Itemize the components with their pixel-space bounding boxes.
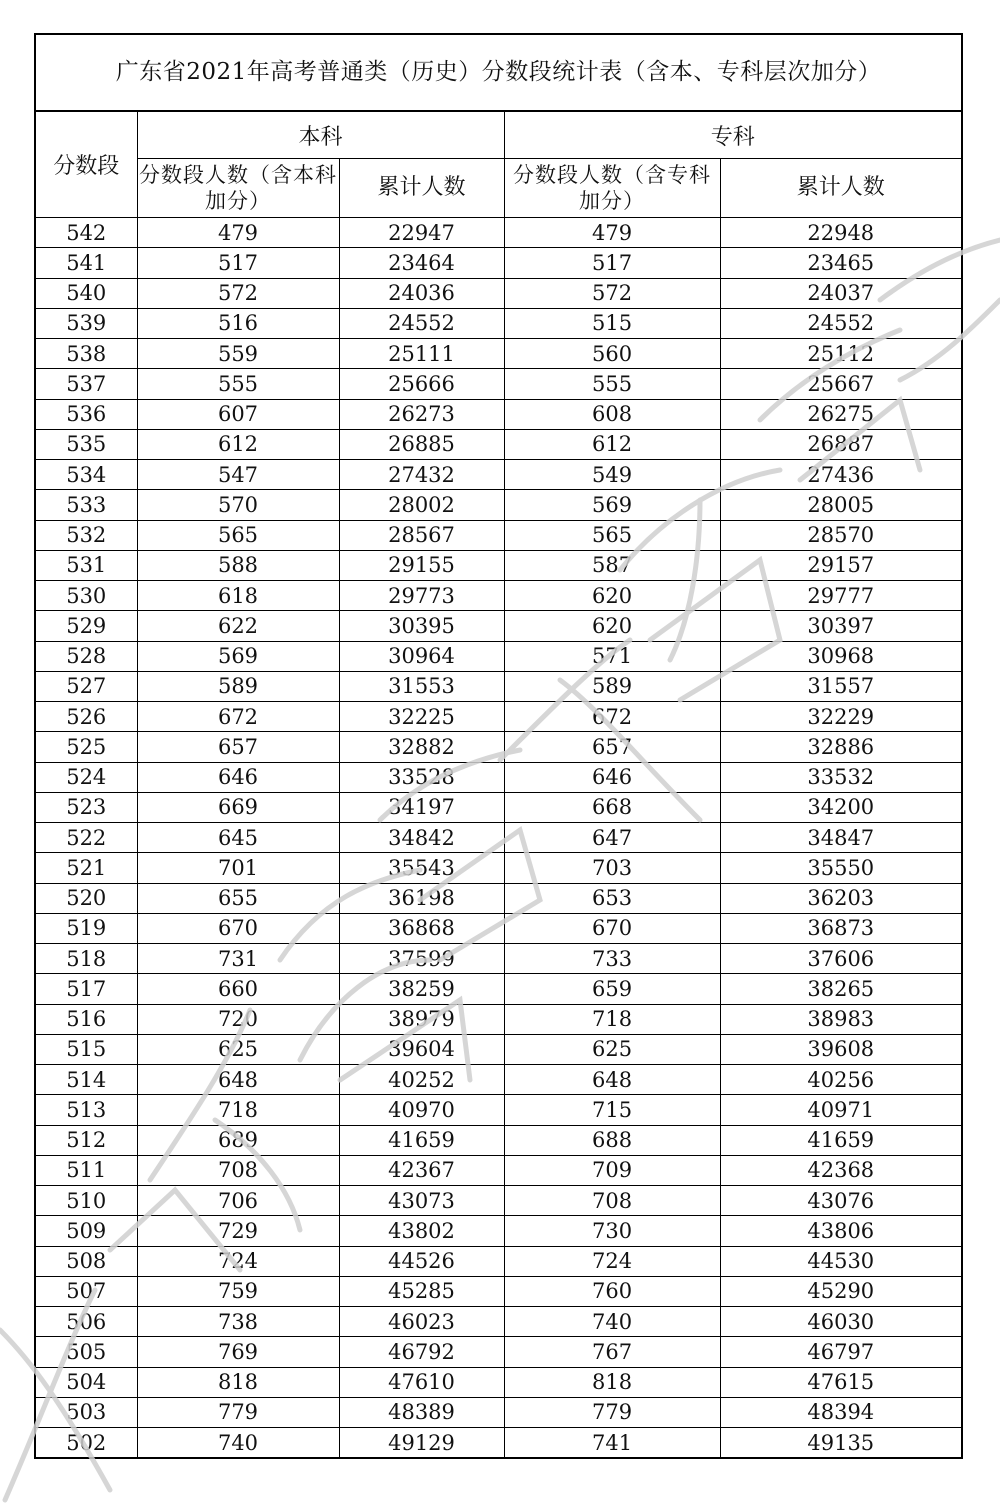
junior-cumulative-cell: 45290 [720, 1276, 961, 1306]
undergrad-count-cell: 547 [137, 460, 339, 490]
junior-count-cell: 479 [504, 218, 720, 248]
undergrad-cumulative-cell: 40970 [339, 1095, 504, 1125]
junior-cumulative-cell: 47615 [720, 1367, 961, 1397]
score-cell: 538 [36, 339, 137, 369]
undergrad-count-cell: 655 [137, 883, 339, 913]
junior-cumulative-cell: 49135 [720, 1428, 961, 1458]
junior-count-cell: 587 [504, 550, 720, 580]
junior-cumulative-cell: 25112 [720, 339, 961, 369]
table-row [36, 308, 961, 338]
junior-count-cell: 703 [504, 853, 720, 883]
junior-cumulative-cell: 42368 [720, 1155, 961, 1185]
undergrad-cumulative-cell: 32225 [339, 702, 504, 732]
junior-cumulative-cell: 43806 [720, 1216, 961, 1246]
junior-cumulative-cell: 23465 [720, 248, 961, 278]
junior-cumulative-cell: 22948 [720, 218, 961, 248]
undergrad-count-cell: 708 [137, 1155, 339, 1185]
undergrad-count-cell: 572 [137, 278, 339, 308]
undergrad-cumulative-cell: 36198 [339, 883, 504, 913]
undergrad-count-cell: 759 [137, 1276, 339, 1306]
table-row [36, 581, 961, 611]
junior-cumulative-cell: 43076 [720, 1186, 961, 1216]
undergrad-cumulative-cell: 45285 [339, 1276, 504, 1306]
score-cell: 537 [36, 369, 137, 399]
score-cell: 527 [36, 671, 137, 701]
junior-cumulative-cell: 36203 [720, 883, 961, 913]
score-cell: 531 [36, 550, 137, 580]
junior-cumulative-cell: 32229 [720, 702, 961, 732]
undergrad-count-cell: 646 [137, 762, 339, 792]
undergrad-count-cell: 588 [137, 550, 339, 580]
undergrad-cumulative-cell: 31553 [339, 671, 504, 701]
junior-count-cell: 730 [504, 1216, 720, 1246]
undergrad-count-cell: 618 [137, 581, 339, 611]
table-row [36, 1367, 961, 1397]
junior-cumulative-cell: 25667 [720, 369, 961, 399]
score-cell: 529 [36, 611, 137, 641]
undergrad-count-cell: 724 [137, 1246, 339, 1276]
junior-cumulative-cell: 34200 [720, 792, 961, 822]
undergrad-cumulative-cell: 42367 [339, 1155, 504, 1185]
score-cell: 506 [36, 1307, 137, 1337]
table-row [36, 1216, 961, 1246]
score-cell: 530 [36, 581, 137, 611]
header-score-band: 分数段 [36, 112, 137, 218]
undergrad-count-cell: 731 [137, 944, 339, 974]
table-row [36, 974, 961, 1004]
score-cell: 534 [36, 460, 137, 490]
undergrad-count-cell: 625 [137, 1034, 339, 1064]
undergrad-cumulative-cell: 47610 [339, 1367, 504, 1397]
score-cell: 542 [36, 218, 137, 248]
score-cell: 532 [36, 520, 137, 550]
junior-count-cell: 572 [504, 278, 720, 308]
undergrad-cumulative-cell: 36868 [339, 913, 504, 943]
undergrad-cumulative-cell: 46792 [339, 1337, 504, 1367]
undergrad-count-cell: 648 [137, 1065, 339, 1095]
junior-cumulative-cell: 36873 [720, 913, 961, 943]
undergrad-count-cell: 645 [137, 823, 339, 853]
undergrad-count-cell: 479 [137, 218, 339, 248]
undergrad-count-cell: 612 [137, 429, 339, 459]
table-row [36, 823, 961, 853]
undergrad-cumulative-cell: 44526 [339, 1246, 504, 1276]
junior-count-cell: 715 [504, 1095, 720, 1125]
score-cell: 508 [36, 1246, 137, 1276]
score-cell: 526 [36, 702, 137, 732]
undergrad-count-cell: 657 [137, 732, 339, 762]
table-row [36, 429, 961, 459]
junior-count-cell: 659 [504, 974, 720, 1004]
junior-count-cell: 647 [504, 823, 720, 853]
junior-cumulative-cell: 26275 [720, 399, 961, 429]
undergrad-cumulative-cell: 38259 [339, 974, 504, 1004]
header-junior-cumulative: 累计人数 [720, 159, 961, 218]
junior-cumulative-cell: 38983 [720, 1004, 961, 1034]
score-cell: 509 [36, 1216, 137, 1246]
table-row [36, 248, 961, 278]
junior-count-cell: 620 [504, 581, 720, 611]
score-cell: 515 [36, 1034, 137, 1064]
junior-count-cell: 741 [504, 1428, 720, 1458]
undergrad-cumulative-cell: 29155 [339, 550, 504, 580]
undergrad-count-cell: 622 [137, 611, 339, 641]
junior-count-cell: 620 [504, 611, 720, 641]
junior-count-cell: 708 [504, 1186, 720, 1216]
undergrad-count-cell: 701 [137, 853, 339, 883]
junior-cumulative-cell: 26887 [720, 429, 961, 459]
undergrad-cumulative-cell: 38979 [339, 1004, 504, 1034]
table-row [36, 399, 961, 429]
junior-cumulative-cell: 34847 [720, 823, 961, 853]
junior-count-cell: 515 [504, 308, 720, 338]
junior-cumulative-cell: 40971 [720, 1095, 961, 1125]
table-row [36, 218, 961, 248]
junior-count-cell: 718 [504, 1004, 720, 1034]
table-row [36, 853, 961, 883]
undergrad-cumulative-cell: 28002 [339, 490, 504, 520]
score-cell: 510 [36, 1186, 137, 1216]
score-cell: 533 [36, 490, 137, 520]
undergrad-cumulative-cell: 43802 [339, 1216, 504, 1246]
table-row [36, 702, 961, 732]
table-row [36, 1095, 961, 1125]
junior-count-cell: 767 [504, 1337, 720, 1367]
undergrad-cumulative-cell: 25111 [339, 339, 504, 369]
junior-cumulative-cell: 41659 [720, 1125, 961, 1155]
score-cell: 504 [36, 1367, 137, 1397]
score-cell: 507 [36, 1276, 137, 1306]
table-row [36, 1065, 961, 1095]
score-cell: 502 [36, 1428, 137, 1458]
table-row [36, 944, 961, 974]
junior-count-cell: 555 [504, 369, 720, 399]
junior-cumulative-cell: 24037 [720, 278, 961, 308]
undergrad-count-cell: 570 [137, 490, 339, 520]
junior-count-cell: 779 [504, 1397, 720, 1427]
junior-count-cell: 560 [504, 339, 720, 369]
junior-cumulative-cell: 44530 [720, 1246, 961, 1276]
undergrad-count-cell: 779 [137, 1397, 339, 1427]
junior-count-cell: 648 [504, 1065, 720, 1095]
junior-count-cell: 517 [504, 248, 720, 278]
undergrad-count-cell: 589 [137, 671, 339, 701]
junior-cumulative-cell: 29777 [720, 581, 961, 611]
junior-count-cell: 818 [504, 1367, 720, 1397]
undergrad-cumulative-cell: 24552 [339, 308, 504, 338]
undergrad-cumulative-cell: 35543 [339, 853, 504, 883]
score-table [36, 112, 961, 1457]
undergrad-cumulative-cell: 49129 [339, 1428, 504, 1458]
header-junior-band-count: 分数段人数（含专科加分） [504, 159, 720, 218]
undergrad-count-cell: 720 [137, 1004, 339, 1034]
junior-count-cell: 612 [504, 429, 720, 459]
junior-count-cell: 653 [504, 883, 720, 913]
undergrad-count-cell: 559 [137, 339, 339, 369]
table-row [36, 1307, 961, 1337]
undergrad-count-cell: 517 [137, 248, 339, 278]
score-cell: 523 [36, 792, 137, 822]
undergrad-cumulative-cell: 23464 [339, 248, 504, 278]
table-row [36, 1125, 961, 1155]
undergrad-cumulative-cell: 40252 [339, 1065, 504, 1095]
table-row [36, 1337, 961, 1367]
junior-cumulative-cell: 46030 [720, 1307, 961, 1337]
junior-cumulative-cell: 48394 [720, 1397, 961, 1427]
table-row [36, 1155, 961, 1185]
junior-cumulative-cell: 37606 [720, 944, 961, 974]
table-title: 广东省2021年高考普通类（历史）分数段统计表（含本、专科层次加分） [36, 35, 961, 112]
score-cell: 525 [36, 732, 137, 762]
table-row [36, 641, 961, 671]
undergrad-cumulative-cell: 37599 [339, 944, 504, 974]
undergrad-cumulative-cell: 30395 [339, 611, 504, 641]
table-row [36, 792, 961, 822]
score-cell: 540 [36, 278, 137, 308]
score-cell: 516 [36, 1004, 137, 1034]
undergrad-cumulative-cell: 24036 [339, 278, 504, 308]
junior-cumulative-cell: 40256 [720, 1065, 961, 1095]
table-row [36, 1428, 961, 1458]
junior-cumulative-cell: 33532 [720, 762, 961, 792]
undergrad-count-cell: 607 [137, 399, 339, 429]
undergrad-cumulative-cell: 33528 [339, 762, 504, 792]
junior-cumulative-cell: 28570 [720, 520, 961, 550]
undergrad-cumulative-cell: 29773 [339, 581, 504, 611]
table-row [36, 550, 961, 580]
undergrad-cumulative-cell: 48389 [339, 1397, 504, 1427]
junior-cumulative-cell: 46797 [720, 1337, 961, 1367]
junior-cumulative-cell: 30397 [720, 611, 961, 641]
score-cell: 536 [36, 399, 137, 429]
score-cell: 503 [36, 1397, 137, 1427]
undergrad-count-cell: 555 [137, 369, 339, 399]
undergrad-count-cell: 818 [137, 1367, 339, 1397]
undergrad-count-cell: 740 [137, 1428, 339, 1458]
junior-count-cell: 688 [504, 1125, 720, 1155]
undergrad-count-cell: 729 [137, 1216, 339, 1246]
junior-count-cell: 549 [504, 460, 720, 490]
table-row [36, 913, 961, 943]
junior-count-cell: 589 [504, 671, 720, 701]
undergrad-cumulative-cell: 26273 [339, 399, 504, 429]
score-cell: 521 [36, 853, 137, 883]
undergrad-count-cell: 669 [137, 792, 339, 822]
score-cell: 541 [36, 248, 137, 278]
junior-cumulative-cell: 30968 [720, 641, 961, 671]
header-undergrad-band-count: 分数段人数（含本科加分） [137, 159, 339, 218]
table-row [36, 1276, 961, 1306]
table-row [36, 520, 961, 550]
junior-count-cell: 625 [504, 1034, 720, 1064]
junior-cumulative-cell: 27436 [720, 460, 961, 490]
score-cell: 514 [36, 1065, 137, 1095]
score-cell: 513 [36, 1095, 137, 1125]
junior-cumulative-cell: 35550 [720, 853, 961, 883]
junior-count-cell: 668 [504, 792, 720, 822]
junior-count-cell: 709 [504, 1155, 720, 1185]
undergrad-count-cell: 769 [137, 1337, 339, 1367]
undergrad-cumulative-cell: 43073 [339, 1186, 504, 1216]
junior-count-cell: 657 [504, 732, 720, 762]
table-body [36, 218, 961, 1458]
table-row [36, 1246, 961, 1276]
undergrad-cumulative-cell: 34842 [339, 823, 504, 853]
undergrad-cumulative-cell: 46023 [339, 1307, 504, 1337]
undergrad-count-cell: 706 [137, 1186, 339, 1216]
junior-cumulative-cell: 31557 [720, 671, 961, 701]
undergrad-cumulative-cell: 30964 [339, 641, 504, 671]
junior-count-cell: 760 [504, 1276, 720, 1306]
undergrad-count-cell: 672 [137, 702, 339, 732]
junior-cumulative-cell: 28005 [720, 490, 961, 520]
score-distribution-sheet [34, 33, 963, 1459]
junior-count-cell: 646 [504, 762, 720, 792]
table-row [36, 883, 961, 913]
undergrad-cumulative-cell: 28567 [339, 520, 504, 550]
undergrad-count-cell: 670 [137, 913, 339, 943]
junior-count-cell: 565 [504, 520, 720, 550]
undergrad-count-cell: 738 [137, 1307, 339, 1337]
junior-cumulative-cell: 32886 [720, 732, 961, 762]
score-cell: 519 [36, 913, 137, 943]
junior-count-cell: 608 [504, 399, 720, 429]
undergrad-cumulative-cell: 22947 [339, 218, 504, 248]
header-undergraduate: 本科 [137, 112, 504, 159]
table-row [36, 460, 961, 490]
undergrad-cumulative-cell: 32882 [339, 732, 504, 762]
table-row [36, 1004, 961, 1034]
table-row [36, 339, 961, 369]
score-cell: 522 [36, 823, 137, 853]
score-cell: 539 [36, 308, 137, 338]
table-row [36, 611, 961, 641]
header-undergrad-cumulative: 累计人数 [339, 159, 504, 218]
score-cell: 524 [36, 762, 137, 792]
score-cell: 517 [36, 974, 137, 1004]
junior-count-cell: 571 [504, 641, 720, 671]
undergrad-cumulative-cell: 39604 [339, 1034, 504, 1064]
undergrad-count-cell: 660 [137, 974, 339, 1004]
table-row [36, 732, 961, 762]
undergrad-cumulative-cell: 34197 [339, 792, 504, 822]
undergrad-count-cell: 516 [137, 308, 339, 338]
table-row [36, 369, 961, 399]
undergrad-cumulative-cell: 27432 [339, 460, 504, 490]
undergrad-cumulative-cell: 26885 [339, 429, 504, 459]
undergrad-count-cell: 689 [137, 1125, 339, 1155]
score-cell: 511 [36, 1155, 137, 1185]
junior-count-cell: 672 [504, 702, 720, 732]
score-cell: 518 [36, 944, 137, 974]
table-row [36, 1397, 961, 1427]
score-cell: 512 [36, 1125, 137, 1155]
table-row [36, 762, 961, 792]
header-junior-college: 专科 [504, 112, 961, 159]
undergrad-count-cell: 565 [137, 520, 339, 550]
score-cell: 520 [36, 883, 137, 913]
score-cell: 505 [36, 1337, 137, 1367]
junior-cumulative-cell: 24552 [720, 308, 961, 338]
score-cell: 528 [36, 641, 137, 671]
table-row [36, 278, 961, 308]
junior-count-cell: 740 [504, 1307, 720, 1337]
undergrad-cumulative-cell: 25666 [339, 369, 504, 399]
table-row [36, 1186, 961, 1216]
table-row [36, 490, 961, 520]
score-cell: 535 [36, 429, 137, 459]
junior-count-cell: 670 [504, 913, 720, 943]
junior-count-cell: 569 [504, 490, 720, 520]
undergrad-cumulative-cell: 41659 [339, 1125, 504, 1155]
junior-count-cell: 724 [504, 1246, 720, 1276]
junior-cumulative-cell: 29157 [720, 550, 961, 580]
table-row [36, 1034, 961, 1064]
table-row [36, 671, 961, 701]
undergrad-count-cell: 718 [137, 1095, 339, 1125]
junior-cumulative-cell: 39608 [720, 1034, 961, 1064]
junior-count-cell: 733 [504, 944, 720, 974]
undergrad-count-cell: 569 [137, 641, 339, 671]
junior-cumulative-cell: 38265 [720, 974, 961, 1004]
